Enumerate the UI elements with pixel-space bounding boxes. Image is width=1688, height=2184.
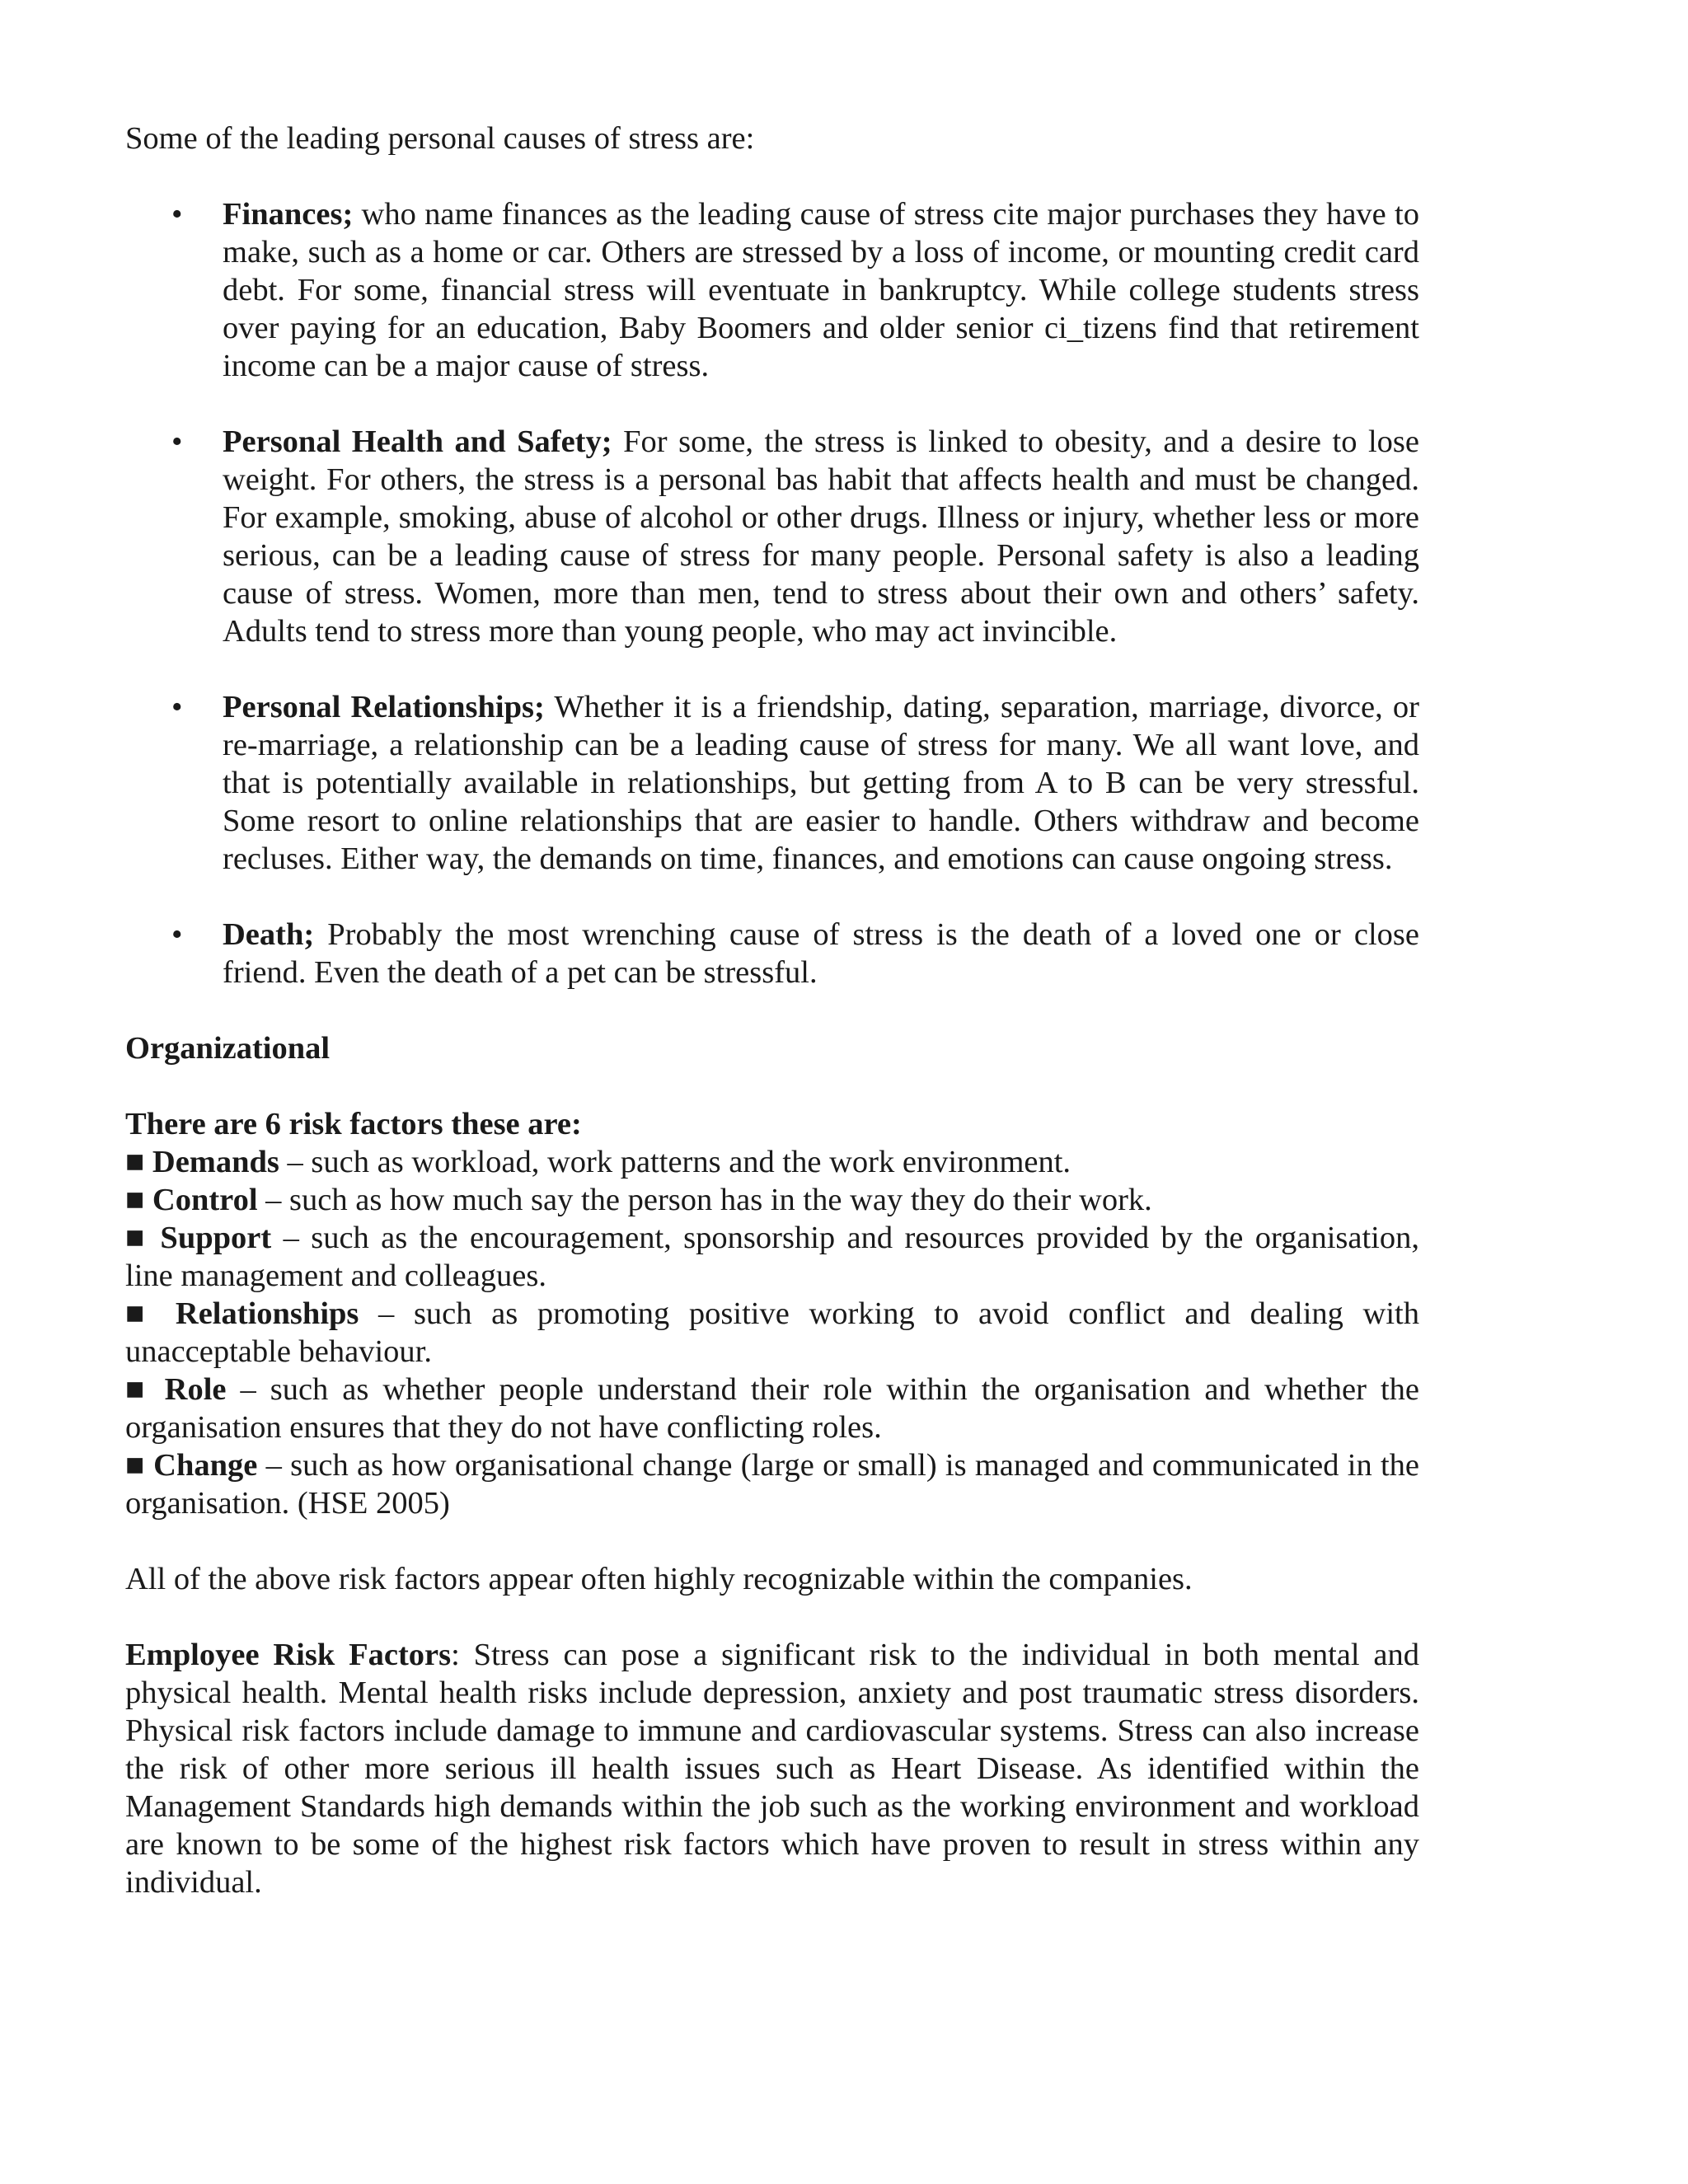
- square-bullet-icon: ■: [125, 1296, 157, 1331]
- section-heading-organizational: Organizational: [125, 1031, 331, 1066]
- risk-factor-term: Support: [160, 1221, 272, 1255]
- cause-term: Personal Relationships;: [223, 690, 545, 724]
- risk-factor-text: – such as how much say the person has in the way they do their work.: [257, 1183, 1152, 1217]
- bullet-icon: •: [171, 197, 183, 232]
- document-page: [125, 120, 1419, 1901]
- list-item: [125, 688, 1419, 878]
- spacer: [125, 1598, 1419, 1636]
- bullet-icon: •: [171, 690, 183, 724]
- cause-term: Finances;: [223, 197, 354, 232]
- risk-factor-text: – such as the encouragement, sponsorship and resources provided by the organisation, line management and colleagues.: [125, 1221, 1420, 1293]
- risk-factor-item: [125, 1143, 1419, 1181]
- square-bullet-icon: ■: [125, 1221, 149, 1255]
- list-item: [125, 916, 1419, 991]
- employee-risk-text: : Stress can pose a significant risk to the individual in both mental and physical health. Mental health risks include depression, anxiety and post traumatic stress disorders. Physical risk factors include damage to immune and cardiovascular systems. Stress can also increase the risk of other more serious ill health issues such as Heart Disease. As identified within the Management Standards high demands within the job such as the working environment and workload are known to be some of the highest risk factors which have proven to result in stress within any individual.: [125, 1638, 1419, 1900]
- list-item: [125, 423, 1419, 650]
- summary-paragraph: All of the above risk factors appear often highly recognizable within the companies.: [125, 1562, 1193, 1596]
- risk-factor-text: – such as whether people understand their role within the organisation and whether the organisation ensures that they do not have conflicting roles.: [125, 1372, 1419, 1445]
- list-item: [125, 195, 1419, 385]
- risk-factor-term: Demands: [152, 1145, 279, 1179]
- cause-text: Whether it is a friendship, dating, separation, marriage, divorce, or re-marriage, a relationship can be a leading cause of stress for many. We all want love, and that is potentially available in relationships, but getting from A to B can be very stressful. Some resort to online relationships that are easier to handle. Others withdraw and become recluses. Either way, the demands on time, finances, and emotions can cause ongoing stress.: [223, 690, 1419, 876]
- risk-factor-item: [125, 1295, 1419, 1371]
- square-bullet-icon: ■: [125, 1183, 145, 1217]
- intro-paragraph: Some of the leading personal causes of stress are:: [125, 121, 755, 156]
- square-bullet-icon: ■: [125, 1372, 151, 1407]
- square-bullet-icon: ■: [125, 1145, 145, 1179]
- risk-factor-text: – such as promoting positive working to avoid conflict and dealing with unacceptable behaviour.: [125, 1296, 1419, 1369]
- risk-factor-item: [125, 1181, 1419, 1219]
- bullet-icon: •: [171, 917, 183, 952]
- risk-factor-text: – such as workload, work patterns and the work environment.: [279, 1145, 1071, 1179]
- risk-factor-item: [125, 1446, 1419, 1522]
- cause-text: For some, the stress is linked to obesity, and a desire to lose weight. For others, the stress is a personal bas habit that affects health and must be changed. For example, smoking, abuse of alcohol or other drugs. Illness or injury, whether less or more serious, can be a leading cause of stress for many people. Personal safety is also a leading cause of stress. Women, more than men, tend to stress about their own and others’ safety. Adults tend to stress more than young people, who may act invincible.: [223, 424, 1419, 649]
- cause-term: Personal Health and Safety;: [223, 424, 612, 459]
- risk-factor-text: – such as how organisational change (large or small) is managed and communicated in the organisation. (HSE 2005): [125, 1448, 1420, 1521]
- risk-factor-term: Role: [164, 1372, 227, 1407]
- cause-text: Probably the most wrenching cause of stress is the death of a loved one or close friend. Even the death of a pet can be stressful.: [223, 917, 1419, 990]
- cause-term: Death;: [223, 917, 315, 952]
- risk-factor-term: Control: [152, 1183, 258, 1217]
- spacer: [125, 1522, 1419, 1560]
- risk-factor-item: [125, 1219, 1419, 1295]
- risk-factor-term: Relationships: [175, 1296, 359, 1331]
- employee-risk-paragraph: [125, 1636, 1419, 1901]
- bullet-icon: •: [171, 424, 183, 459]
- risk-factor-item: [125, 1371, 1419, 1446]
- cause-text: who name finances as the leading cause of stress cite major purchases they have to make, such as a home or car. Others are stressed by a loss of income, or mounting credit card debt. For some, financial stress will eventuate in bankruptcy. While college students stress over paying for an education, Baby Boomers and older senior ci_tizens find that retirement income can be a major cause of stress.: [223, 197, 1419, 383]
- risk-factors-title: There are 6 risk factors these are:: [125, 1107, 582, 1141]
- personal-causes-list: [125, 195, 1419, 991]
- risk-factor-term: Change: [153, 1448, 258, 1483]
- square-bullet-icon: ■: [125, 1448, 145, 1483]
- employee-risk-term: Employee Risk Factors: [125, 1638, 452, 1672]
